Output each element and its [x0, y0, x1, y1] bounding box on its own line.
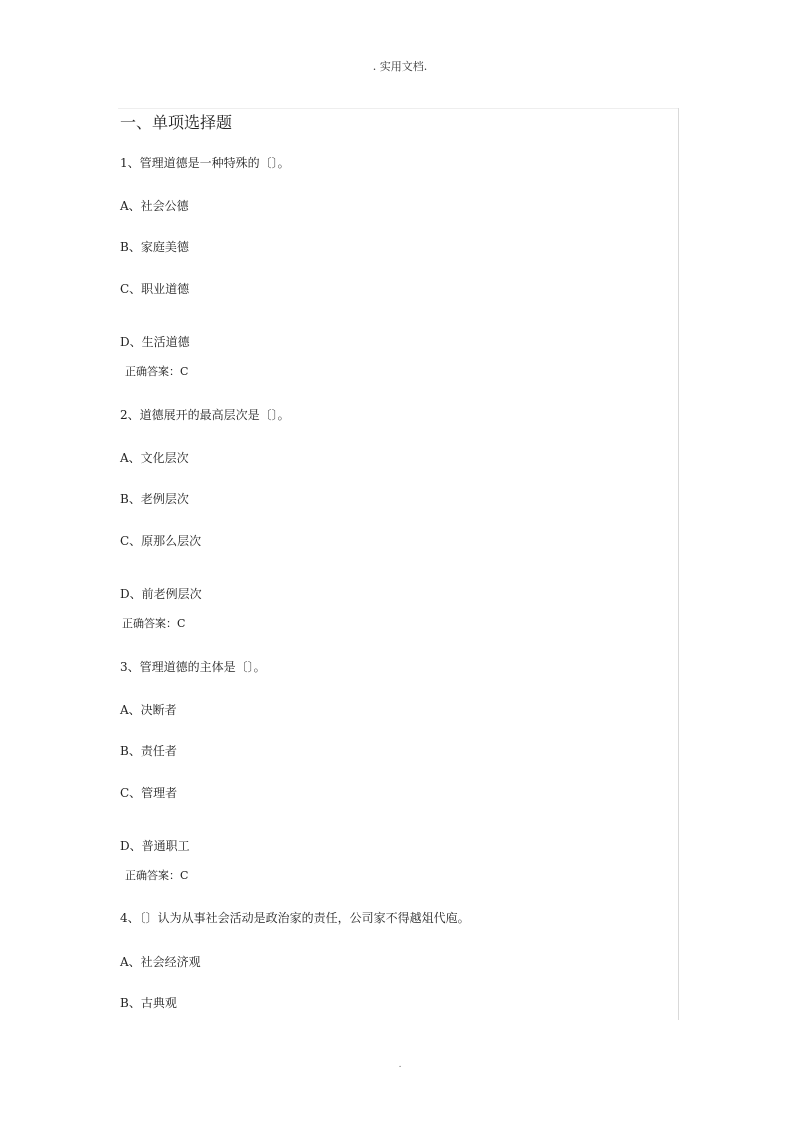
question-1-option-c: C、职业道德	[120, 282, 190, 296]
question-2-option-a: A、文化层次	[120, 451, 189, 465]
question-3-option-a: A、决断者	[120, 703, 177, 717]
question-1-stem: 1、管理道德是一种特殊的〔〕。	[120, 156, 290, 170]
question-1-option-a: A、社会公德	[120, 199, 189, 213]
question-2-option-b: B、老例层次	[120, 492, 189, 506]
frame-right-rule	[678, 108, 679, 1020]
question-1-option-d: D、生活道德	[120, 335, 190, 349]
question-4-option-a: A、社会经济观	[120, 955, 201, 969]
question-2-answer: 正确答案：C	[122, 617, 186, 630]
question-2-stem: 2、道德展开的最高层次是〔〕。	[120, 408, 290, 422]
running-header: . 实用文档.	[372, 60, 428, 73]
question-4-option-b: B、古典观	[120, 996, 177, 1010]
question-3-option-d: D、普通职工	[120, 839, 190, 853]
section-title: 一、单项选择题	[120, 113, 233, 132]
question-3-option-c: C、管理者	[120, 786, 178, 800]
question-4-stem: 4、〔〕认为从事社会活动是政治家的责任，公司家不得越俎代庖。	[120, 911, 470, 925]
frame-top-rule	[118, 108, 679, 109]
question-3-answer: 正确答案：C	[125, 869, 189, 882]
question-3-stem: 3、管理道德的主体是〔〕。	[120, 660, 266, 674]
question-1-answer: 正确答案：C	[125, 365, 189, 378]
question-2-option-c: C、原那么层次	[120, 534, 202, 548]
running-footer: .	[398, 1060, 402, 1070]
question-3-option-b: B、责任者	[120, 744, 177, 758]
question-2-option-d: D、前老例层次	[120, 587, 202, 601]
question-1-option-b: B、家庭美德	[120, 240, 189, 254]
